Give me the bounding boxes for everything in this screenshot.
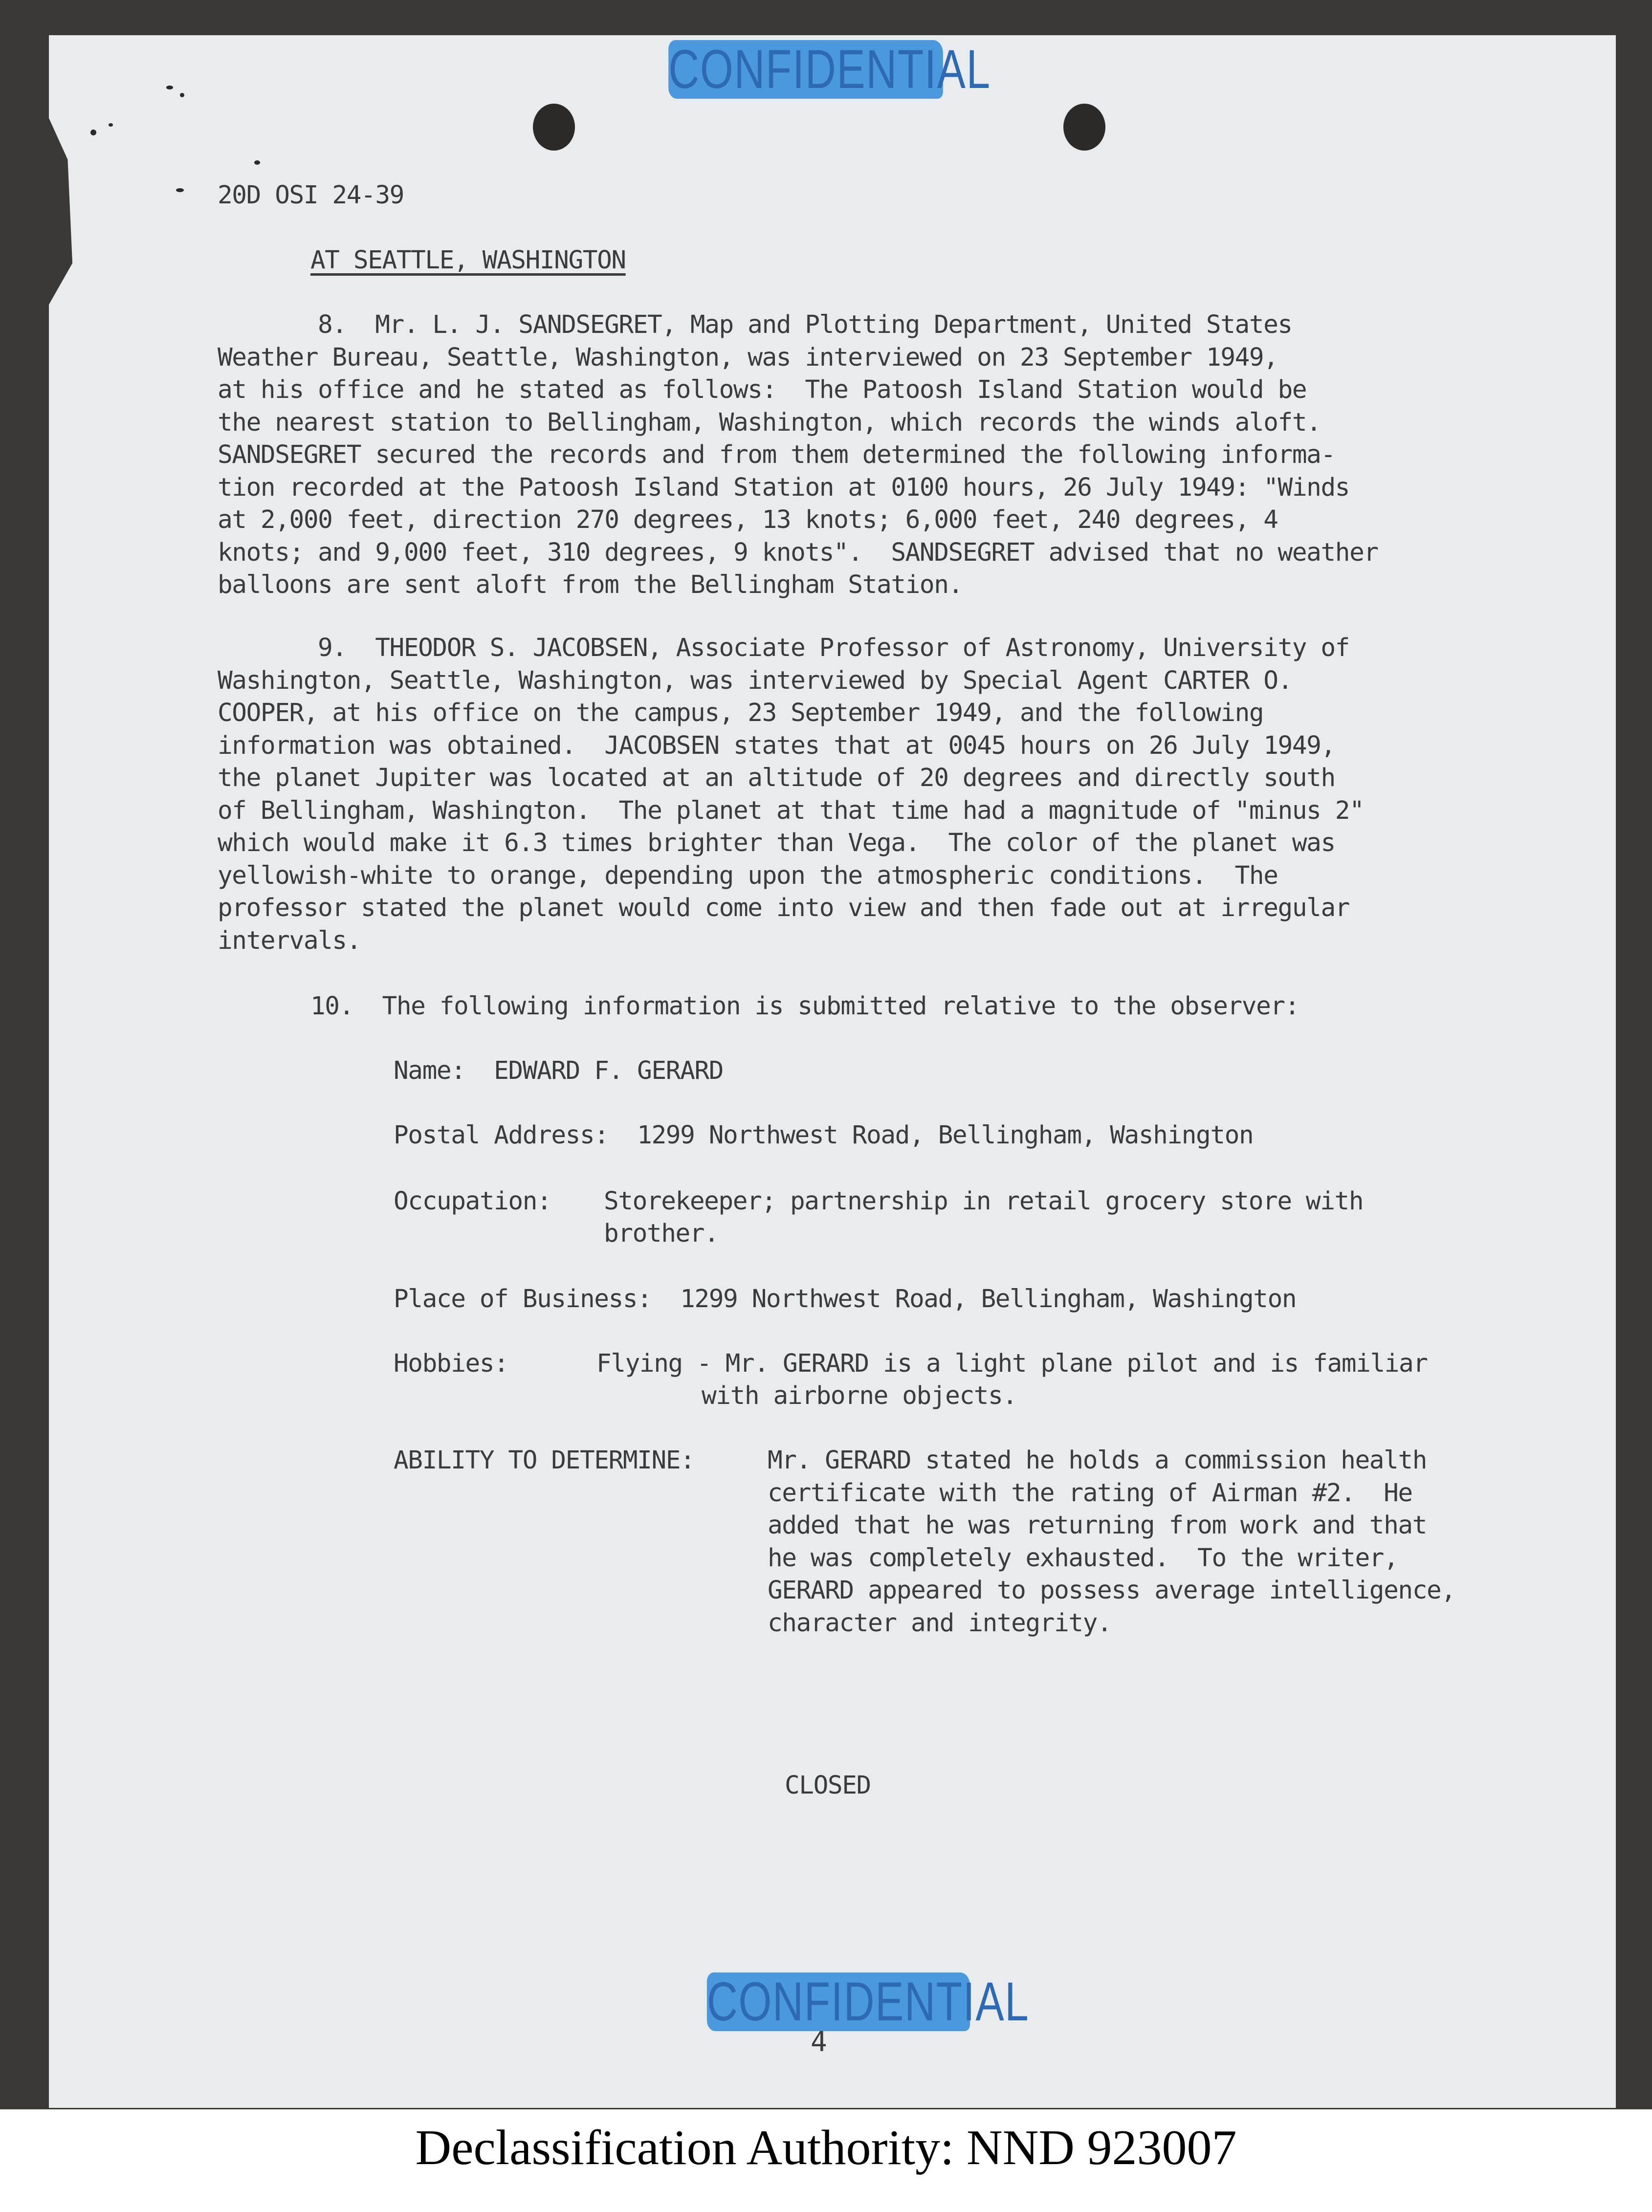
text-line: of Bellingham, Washington. The planet at that time had a magnitude of "minus 2" <box>218 796 1364 825</box>
text-line: which would make it 6.3 times brighter than Vega. The color of the planet was <box>218 829 1335 857</box>
observer-hobbies-label: Hobbies: <box>394 1349 508 1378</box>
observer-hobbies: Flying - Mr. GERARD is a light plane pilot and is familiar <box>596 1349 1428 1378</box>
text-line: he was completely exhausted. To the writer, <box>768 1543 1398 1573</box>
ink-speck <box>254 160 260 165</box>
text-line: intervals. <box>218 926 361 955</box>
location-heading: AT SEATTLE, WASHINGTON <box>310 246 626 275</box>
text-line: knots; and 9,000 feet, 310 degrees, 9 knots". SANDSEGRET advised that no weather <box>218 538 1378 567</box>
text-line: 9. THEODOR S. JACOBSEN, Associate Professor of Astronomy, University of <box>318 634 1349 662</box>
text-line: Washington, Seattle, Washington, was interviewed by Special Agent CARTER O. <box>218 666 1292 695</box>
observer-hobbies: with airborne objects. <box>702 1381 1017 1410</box>
text-line: the nearest station to Bellingham, Washington, which records the winds aloft. <box>218 408 1321 437</box>
text-line: Weather Bureau, Seattle, Washington, was interviewed on 23 September 1949, <box>218 343 1278 372</box>
text-line: COOPER, at his office on the campus, 23 September 1949, and the following <box>218 699 1264 727</box>
declassification-authority: Declassification Authority: NND 923007 <box>415 2120 1237 2175</box>
ink-speck <box>109 123 113 127</box>
text-line: SANDSEGRET secured the records and from them determined the following informa- <box>218 440 1335 469</box>
text-line: GERARD appeared to possess average intelligence, <box>768 1576 1455 1605</box>
confidential-stamp-top: CONFIDENTIAL <box>668 39 991 100</box>
text-line: certificate with the rating of Airman #2. He <box>768 1478 1412 1508</box>
ink-speck <box>176 188 184 192</box>
observer-occupation: Storekeeper; partnership in retail grocery store with <box>604 1187 1364 1216</box>
text-line: the planet Jupiter was located at an altitude of 20 degrees and directly south <box>218 764 1335 792</box>
observer-postal-address: Postal Address: 1299 Northwest Road, Bellingham, Washington <box>394 1121 1254 1150</box>
text-line: at his office and he stated as follows: The Patoosh Island Station would be <box>218 375 1307 404</box>
file-number: 20D OSI 24-39 <box>218 181 404 210</box>
text-line: information was obtained. JACOBSEN states that at 0045 hours on 26 July 1949, <box>218 731 1335 760</box>
confidential-stamp-bottom: CONFIDENTIAL <box>706 1971 1030 2032</box>
punch-hole-right <box>1063 104 1105 151</box>
text-line: Mr. GERARD stated he holds a commission health <box>768 1446 1427 1475</box>
text-line: character and integrity. <box>768 1608 1112 1638</box>
text-line: balloons are sent aloft from the Bellingham Station. <box>218 570 963 599</box>
observer-name: Name: EDWARD F. GERARD <box>394 1056 724 1085</box>
text-line: professor stated the planet would come into view and then fade out at irregular <box>218 894 1350 922</box>
observer-occupation-label: Occupation: <box>394 1187 551 1216</box>
text-line: added that he was returning from work and that <box>768 1511 1427 1540</box>
text-line: tion recorded at the Patoosh Island Station at 0100 hours, 26 July 1949: "Winds <box>218 473 1350 502</box>
closed-marker: CLOSED <box>785 1771 871 1800</box>
paragraph-10: 10. The following information is submitted relative to the observer: <box>310 992 1300 1021</box>
observer-ability-label: ABILITY TO DETERMINE: <box>394 1446 695 1475</box>
ink-speck <box>180 93 184 97</box>
text-line: 8. Mr. L. J. SANDSEGRET, Map and Plotting Department, United States <box>318 310 1292 339</box>
text-line: at 2,000 feet, direction 270 degrees, 13 knots; 6,000 feet, 240 degrees, 4 <box>218 505 1278 534</box>
observer-occupation: brother. <box>604 1219 719 1248</box>
ink-speck <box>90 130 96 135</box>
observer-place-of-business: Place of Business: 1299 Northwest Road, Bellingham, Washington <box>394 1285 1297 1314</box>
ink-speck <box>166 86 173 89</box>
punch-hole-left <box>533 104 575 151</box>
page-number: 4 <box>811 2026 827 2058</box>
text-line: yellowish-white to orange, depending upon the atmospheric conditions. The <box>218 861 1278 890</box>
